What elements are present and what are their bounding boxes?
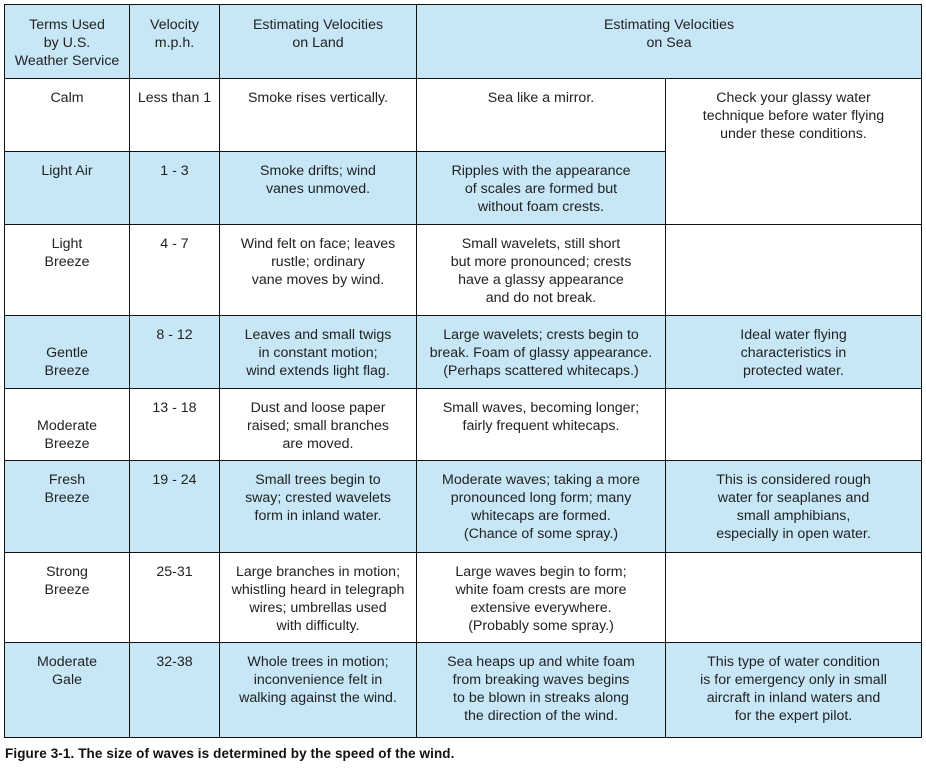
table-row bbox=[5, 316, 922, 389]
row-land: Whole trees in motion; inconvenience felt in walking against the wind. bbox=[220, 643, 417, 738]
row-land: Leaves and small twigs in constant motion; wind extends light flag. bbox=[220, 316, 417, 389]
table-row bbox=[5, 553, 922, 643]
row-sea: Ripples with the appearance of scales are formed but without foam crests. bbox=[417, 152, 666, 225]
row-sea: Sea like a mirror. bbox=[417, 79, 666, 152]
row-velocity: Less than 1 bbox=[130, 79, 220, 152]
table-row bbox=[5, 225, 922, 316]
row-sea: Moderate waves; taking a more pronounced long form; many whitecaps are formed. (Chance of some spray.) bbox=[417, 461, 666, 553]
row-land: Smoke rises vertically. bbox=[220, 79, 417, 152]
row-land: Dust and loose paper raised; small branches are moved. bbox=[220, 389, 417, 461]
row-sea: Small waves, becoming longer; fairly frequent whitecaps. bbox=[417, 389, 666, 461]
row-note bbox=[666, 553, 922, 643]
row-note: This is considered rough water for seaplanes and small amphibians, especially in open water. bbox=[666, 461, 922, 553]
row-land: Smoke drifts; wind vanes unmoved. bbox=[220, 152, 417, 225]
table-row bbox=[5, 643, 922, 738]
row-term: Moderate Breeze bbox=[5, 389, 130, 461]
row-land: Small trees begin to sway; crested wavelets form in inland water. bbox=[220, 461, 417, 553]
row-sea: Large waves begin to form; white foam crests are more extensive everywhere. (Probably some spray.) bbox=[417, 553, 666, 643]
header-velocity: Velocity m.p.h. bbox=[130, 5, 220, 79]
row-note bbox=[666, 389, 922, 461]
row-sea: Large wavelets; crests begin to break. Foam of glassy appearance. (Perhaps scattered whitecaps.) bbox=[417, 316, 666, 389]
wind-velocity-table bbox=[4, 4, 922, 738]
row-term: Fresh Breeze bbox=[5, 461, 130, 553]
table-row bbox=[5, 389, 922, 461]
row-term: Light Air bbox=[5, 152, 130, 225]
wind-table-wrapper bbox=[4, 4, 922, 738]
row-velocity: 13 - 18 bbox=[130, 389, 220, 461]
table-row bbox=[5, 79, 922, 152]
row-note: This type of water condition is for emergency only in small aircraft in inland waters and for the expert pilot. bbox=[666, 643, 922, 738]
header-sea: Estimating Velocities on Sea bbox=[417, 5, 922, 79]
row-note bbox=[666, 225, 922, 316]
row-term: Light Breeze bbox=[5, 225, 130, 316]
row-velocity: 32-38 bbox=[130, 643, 220, 738]
row-sea: Small wavelets, still short but more pronounced; crests have a glassy appearance and do not break. bbox=[417, 225, 666, 316]
row-term: Strong Breeze bbox=[5, 553, 130, 643]
row-velocity: 19 - 24 bbox=[130, 461, 220, 553]
row-note: Check your glassy water technique before water flying under these conditions. bbox=[666, 79, 922, 225]
row-velocity: 8 - 12 bbox=[130, 316, 220, 389]
header-land: Estimating Velocities on Land bbox=[220, 5, 417, 79]
table-header-row bbox=[5, 5, 922, 79]
row-term: Moderate Gale bbox=[5, 643, 130, 738]
row-land: Wind felt on face; leaves rustle; ordinary vane moves by wind. bbox=[220, 225, 417, 316]
row-velocity: 25-31 bbox=[130, 553, 220, 643]
row-note: Ideal water flying characteristics in protected water. bbox=[666, 316, 922, 389]
row-term: Calm bbox=[5, 79, 130, 152]
table-row bbox=[5, 461, 922, 553]
figure-caption: Figure 3-1. The size of waves is determined by the speed of the wind. bbox=[5, 746, 455, 761]
row-sea: Sea heaps up and white foam from breaking waves begins to be blown in streaks along the direction of the wind. bbox=[417, 643, 666, 738]
header-terms: Terms Used by U.S. Weather Service bbox=[5, 5, 130, 79]
row-velocity: 4 - 7 bbox=[130, 225, 220, 316]
row-land: Large branches in motion; whistling heard in telegraph wires; umbrellas used with difficulty. bbox=[220, 553, 417, 643]
row-term: Gentle Breeze bbox=[5, 316, 130, 389]
row-velocity: 1 - 3 bbox=[130, 152, 220, 225]
